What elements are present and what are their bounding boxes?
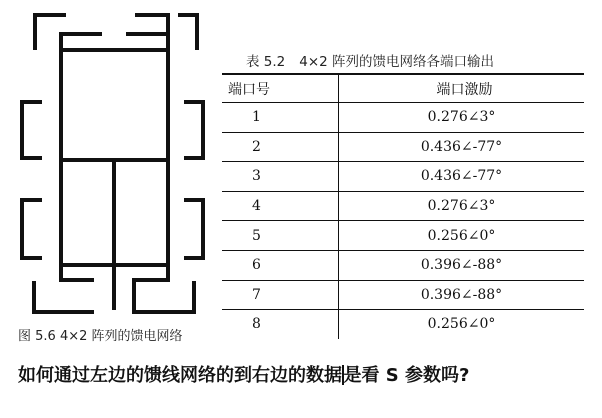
table-title [246,50,508,70]
port-excitation: 0.436∠-77° [339,162,585,192]
table-number: 表 5.2 [246,54,286,70]
port-bracket-top-right-b [180,15,197,48]
port-excitation: 0.276∠3° [339,103,585,133]
port-number: 6 [222,250,339,280]
feed-network-frame [61,50,168,160]
port-number: 8 [252,316,261,333]
table-title-text: 4×2 阵列的馈电网络各端口输出 [299,54,495,70]
table-row [222,310,584,339]
top-right-connector [128,34,168,50]
port-bracket-right-1 [186,102,203,158]
port-number: 1 [222,103,339,133]
table-header-row [222,74,584,103]
port-excitation: 0.256∠0° [339,310,585,339]
port-excitation: 0.256∠0° [339,221,585,251]
port-excitation: 0.396∠-88° [339,280,585,310]
header-excitation: 端口激励 [339,74,585,103]
question-text-after-cursor: 是看 S 参数吗? [343,365,470,386]
bottom-right-tail [134,265,168,280]
port-bracket-bottom-left [34,283,92,312]
table-row [222,250,584,280]
figure-caption: 图 5.6 4×2 阵列的馈电网络 [18,329,183,344]
question-text-before-cursor: 如何通过左边的馈线网络的到右边的数据 [18,365,342,386]
port-excitation: 0.396∠-88° [339,250,585,280]
port-number: 4 [222,191,339,221]
port-excitation: 0.436∠-77° [339,132,585,162]
port-number: 5 [222,221,339,251]
port-bracket-left-2 [22,200,40,258]
port-number: 2 [222,132,339,162]
table-row [222,162,584,192]
port-bracket-top-right [137,15,168,30]
port-bracket-left-1 [22,102,40,158]
header-port: 端口号 [222,74,339,103]
port-number: 3 [222,162,339,192]
table-row [222,221,584,251]
port-number: 7 [222,280,339,310]
top-left-connector [61,34,100,50]
table-row [222,191,584,221]
port-output-table [222,73,584,339]
port-excitation: 0.276∠3° [339,191,585,221]
table-row [222,132,584,162]
table-row [222,280,584,310]
feed-network-diagram [0,0,220,330]
bottom-left-tail [61,265,92,280]
question-text[interactable] [18,361,469,387]
port-bracket-right-2 [186,200,203,258]
table-row [222,103,584,133]
port-bracket-bottom-right [134,283,194,312]
